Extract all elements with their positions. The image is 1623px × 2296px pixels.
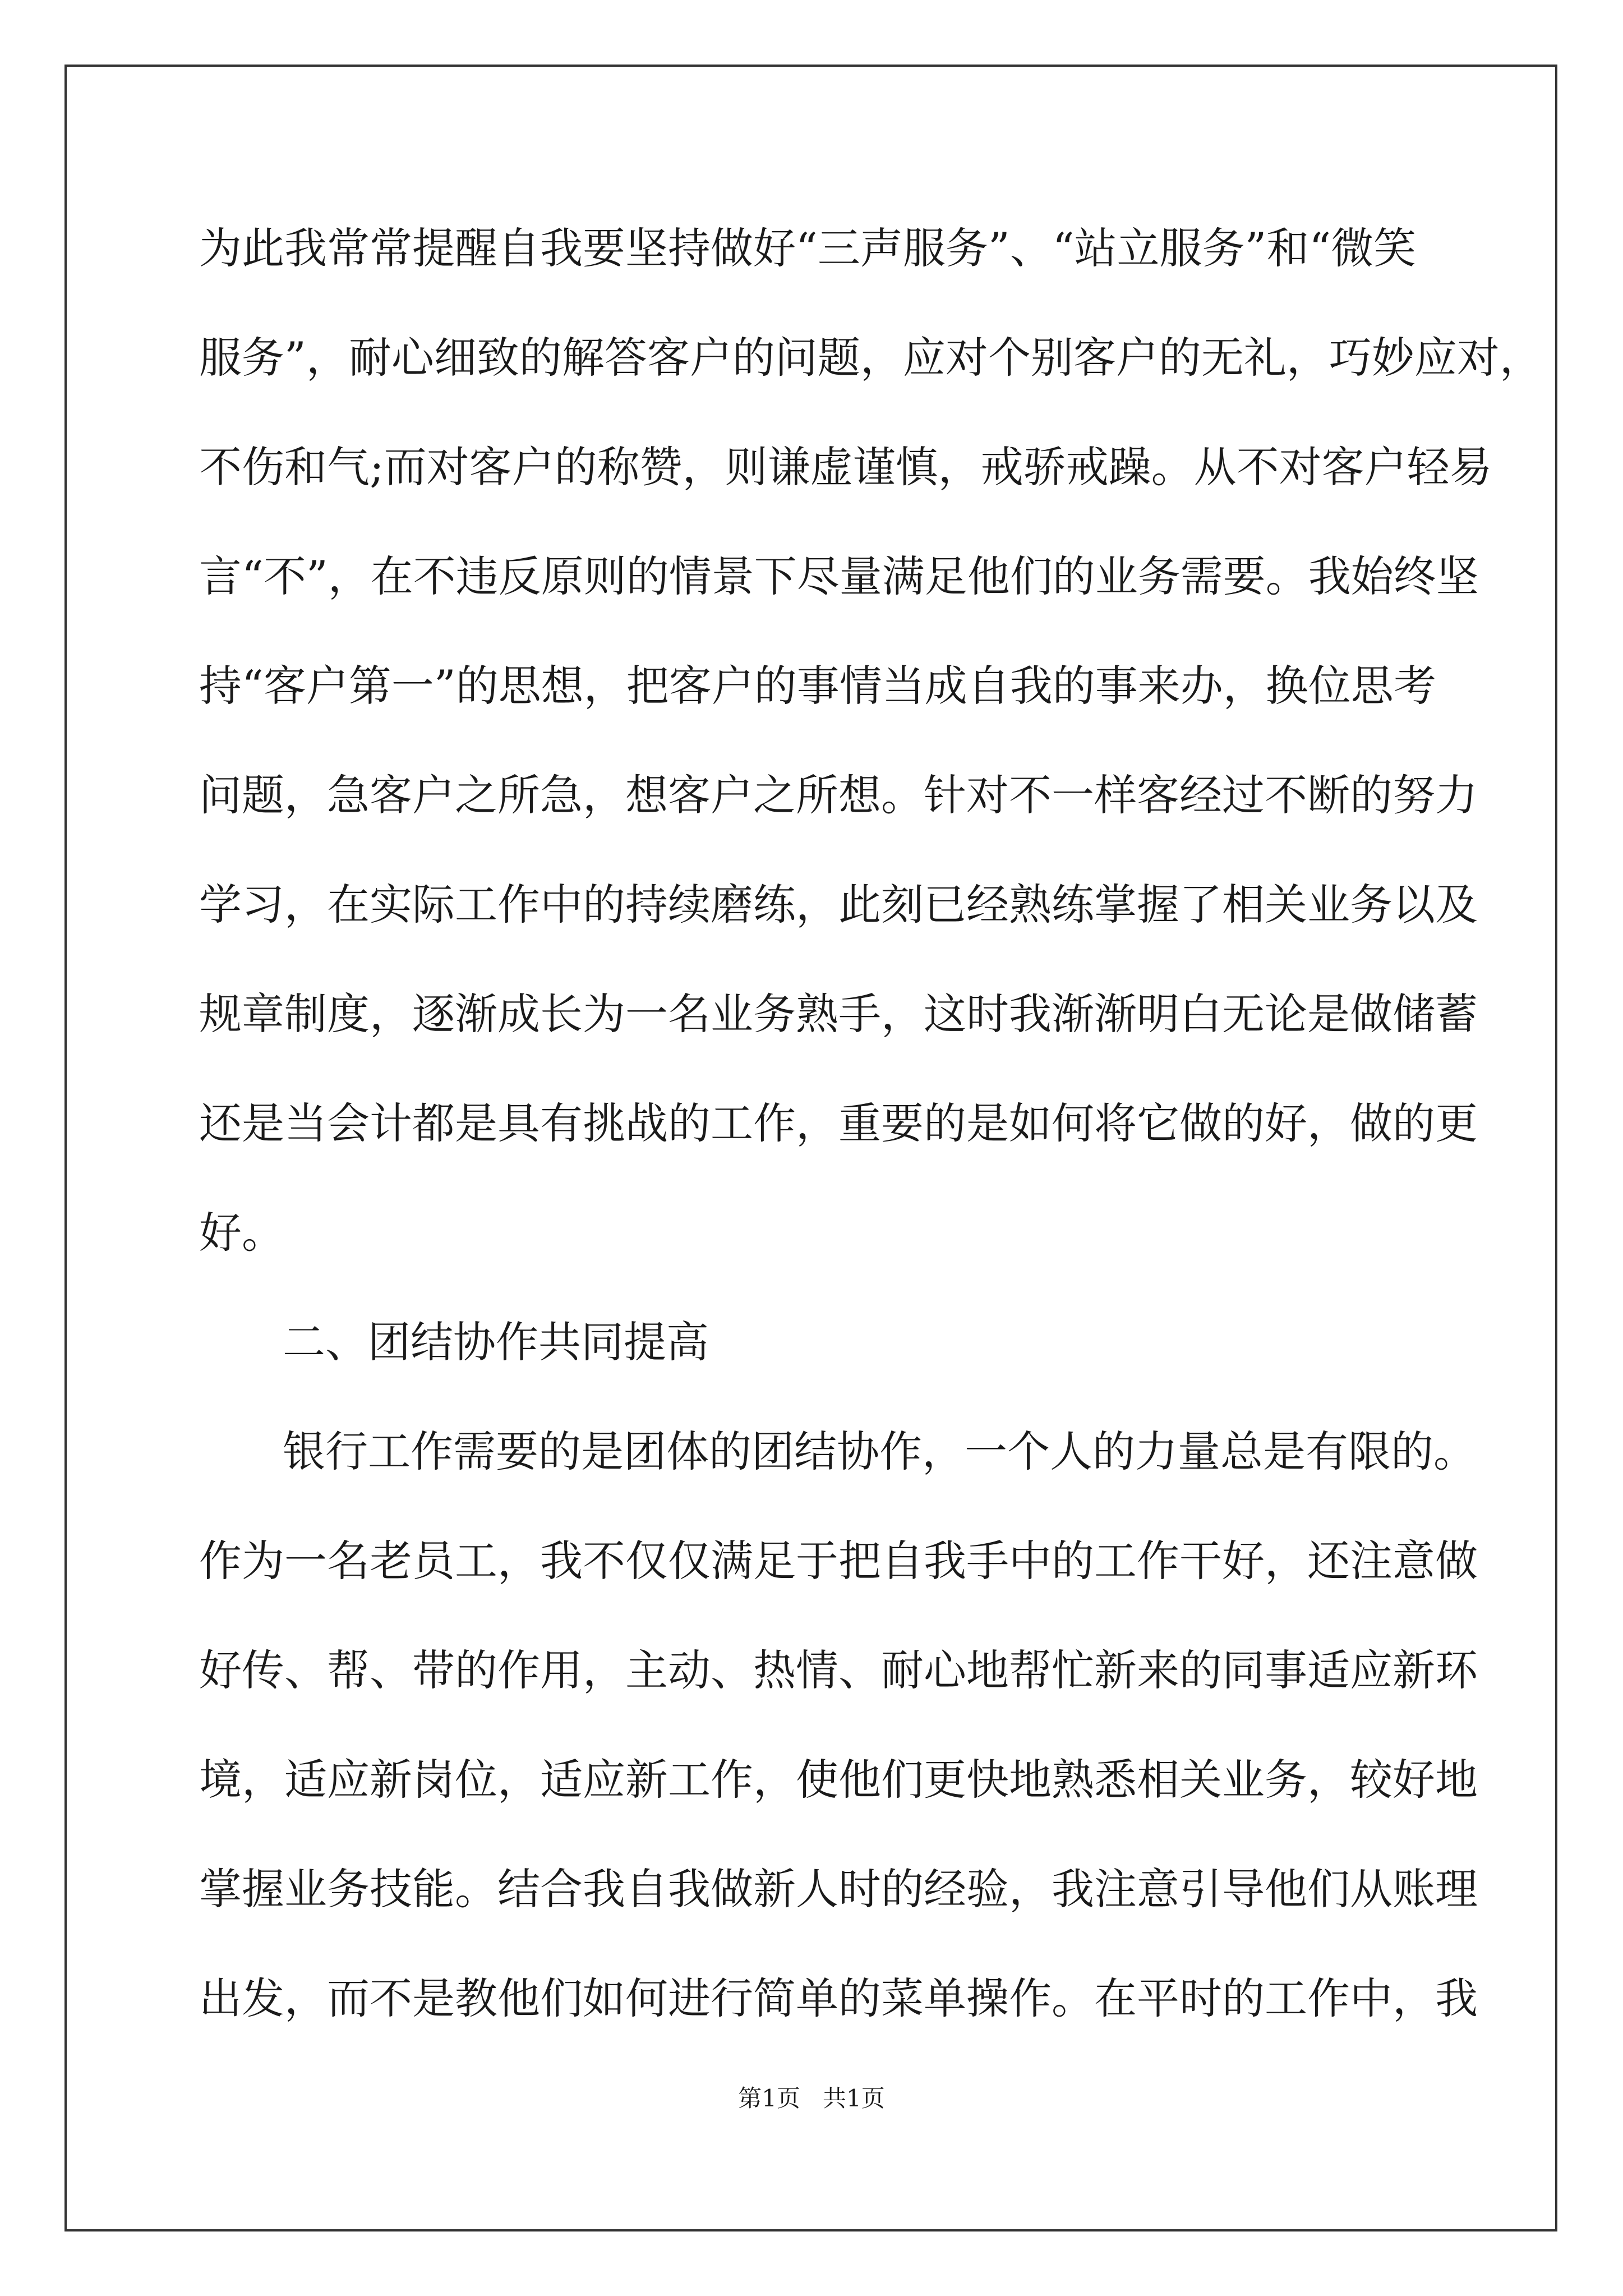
body-line-5: 持“客户第一”的思想，把客户的事情当成自我的事来办，换位思考	[199, 661, 1436, 711]
body-line-1: 为此我常常提醒自我要坚持做好“三声服务”、“站立服务”和“微笑	[199, 223, 1417, 273]
body-line-3: 不伤和气;而对客户的称赞，则谦虚谨慎，戒骄戒躁。从不对客户轻易	[199, 442, 1492, 492]
body-line-8: 规章制度，逐渐成长为一名业务熟手，这时我渐渐明白无论是做储蓄	[199, 989, 1478, 1039]
body-line-4: 言“不”，在不违反原则的情景下尽量满足他们的业务需要。我始终坚	[199, 551, 1479, 601]
body-line-17: 出发，而不是教他们如何进行简单的菜单操作。在平时的工作中，我	[199, 1973, 1478, 2023]
section-heading: 二、团结协作共同提高	[283, 1317, 709, 1367]
body-line-12: 银行工作需要的是团体的团结协作，一个人的力量总是有限的。	[283, 1427, 1476, 1476]
body-line-2: 服务”，耐心细致的解答客户的问题，应对个别客户的无礼，巧妙应对，	[199, 333, 1542, 383]
body-line-14: 好传、帮、带的作用，主动、热情、耐心地帮忙新来的同事适应新环	[199, 1645, 1478, 1695]
body-line-15: 境，适应新岗位，适应新工作，使他们更快地熟悉相关业务，较好地	[199, 1755, 1478, 1805]
body-line-13: 作为一名老员工，我不仅仅满足于把自我手中的工作干好，还注意做	[199, 1536, 1478, 1586]
body-line-16: 掌握业务技能。结合我自我做新人时的经验，我注意引导他们从账理	[199, 1864, 1478, 1914]
page-footer: 第1页 共1页	[738, 2085, 885, 2112]
body-line-10: 好。	[199, 1208, 284, 1258]
body-line-6: 问题，急客户之所急，想客户之所想。针对不一样客经过不断的努力	[199, 770, 1478, 820]
body-line-7: 学习，在实际工作中的持续磨练，此刻已经熟练掌握了相关业务以及	[199, 880, 1478, 930]
body-line-9: 还是当会计都是具有挑战的工作，重要的是如何将它做的好，做的更	[199, 1098, 1478, 1148]
